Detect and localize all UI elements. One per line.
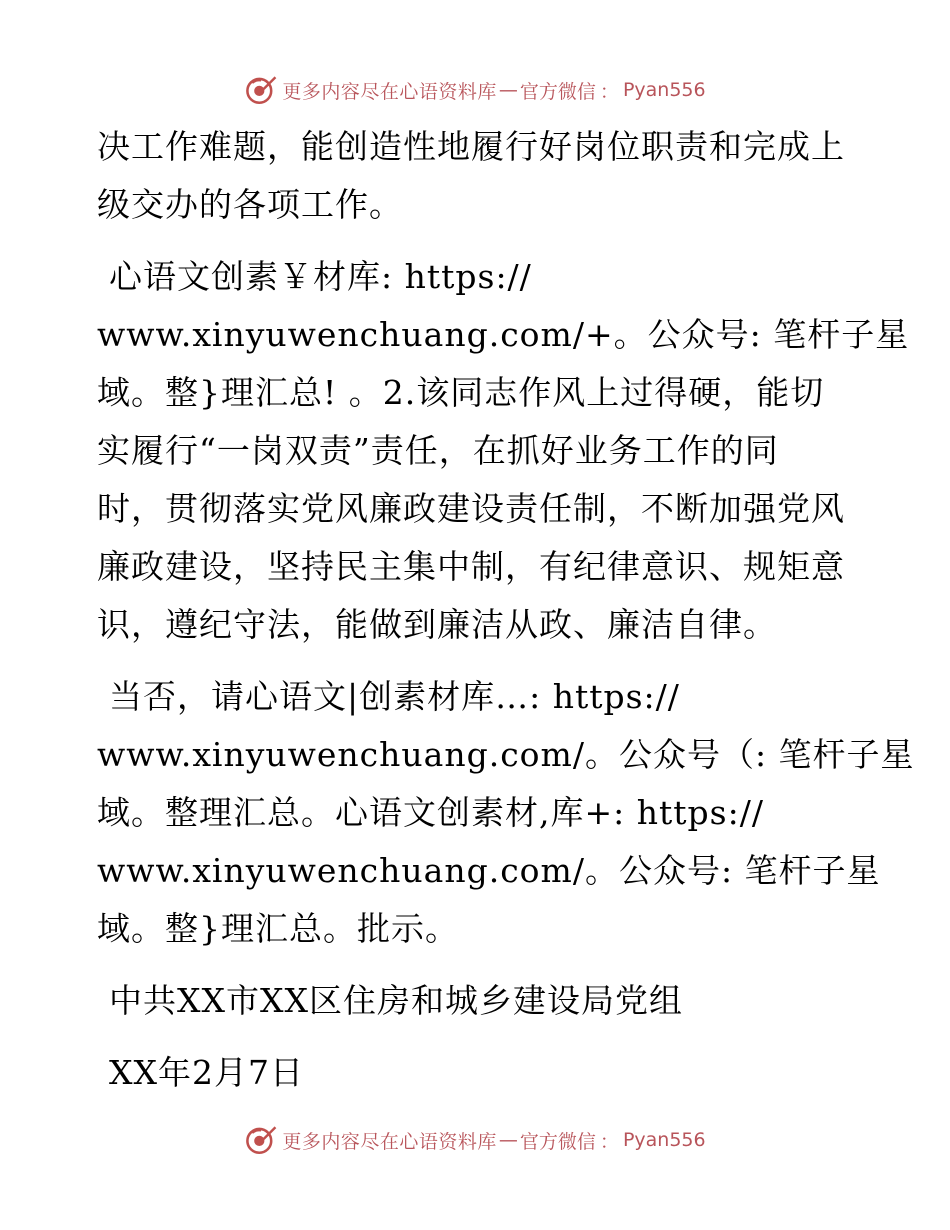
paragraph [97, 118, 877, 234]
text-line: 域。整}理汇总。批示。 [97, 909, 459, 948]
footer-watermark-banner [0, 1120, 950, 1160]
paragraph [97, 668, 915, 958]
paragraph [97, 248, 910, 654]
logo-icon [244, 1123, 278, 1157]
text-line: 域。整理汇总。心语文创素材,库+: https:// [97, 793, 764, 832]
text-line: www.xinyuwenchuang.com/+。公众号: 笔杆子星 [97, 315, 910, 354]
banner-wechat-id: Pyan556 [622, 79, 706, 101]
text-line: 中共XX市XX区住房和城乡建设局党组 [109, 981, 683, 1020]
signature-organization [97, 972, 877, 1030]
text-line: 实履行“一岗双责”责任，在抓好业务工作的同 [97, 431, 779, 470]
text-line: 级交办的各项工作。 [97, 185, 403, 224]
text-line: 识，遵纪守法，能做到廉洁从政、廉洁自律。 [97, 605, 777, 644]
text-line: 时，贯彻落实党风廉政建设责任制，不断加强党风 [97, 489, 845, 528]
banner-wechat-label: 官方微信 [519, 80, 596, 103]
banner-text: 更多内容尽在心语资料库 [282, 80, 497, 103]
text-line: 决工作难题，能创造性地履行好岗位职责和完成上 [97, 127, 845, 166]
text-line: 心语文创素￥材库: https:// [109, 257, 532, 296]
text-line: 域。整}理汇总! 。2.该同志作风上过得硬，能切 [97, 373, 825, 412]
signature-date [97, 1044, 877, 1102]
banner-separator: — [498, 1129, 518, 1151]
banner-text: 更多内容尽在心语资料库 [282, 1130, 497, 1153]
text-line: XX年2月7日 [109, 1053, 304, 1092]
header-watermark-banner [0, 70, 950, 110]
document-body [97, 118, 915, 1102]
banner-wechat-id: Pyan556 [622, 1129, 706, 1151]
banner-wechat-label: 官方微信 [519, 1130, 596, 1153]
banner-colon: ： [599, 80, 619, 103]
banner-colon: ： [599, 1130, 619, 1153]
banner-separator: — [498, 79, 518, 101]
logo-icon [244, 73, 278, 107]
text-line: www.xinyuwenchuang.com/。公众号: 笔杆子星 [97, 851, 881, 890]
text-line: www.xinyuwenchuang.com/。公众号（: 笔杆子星 [97, 735, 915, 774]
text-line: 当否，请心语文|创素材库…: https:// [109, 677, 680, 716]
text-line: 廉政建设，坚持民主集中制，有纪律意识、规矩意 [97, 547, 845, 586]
